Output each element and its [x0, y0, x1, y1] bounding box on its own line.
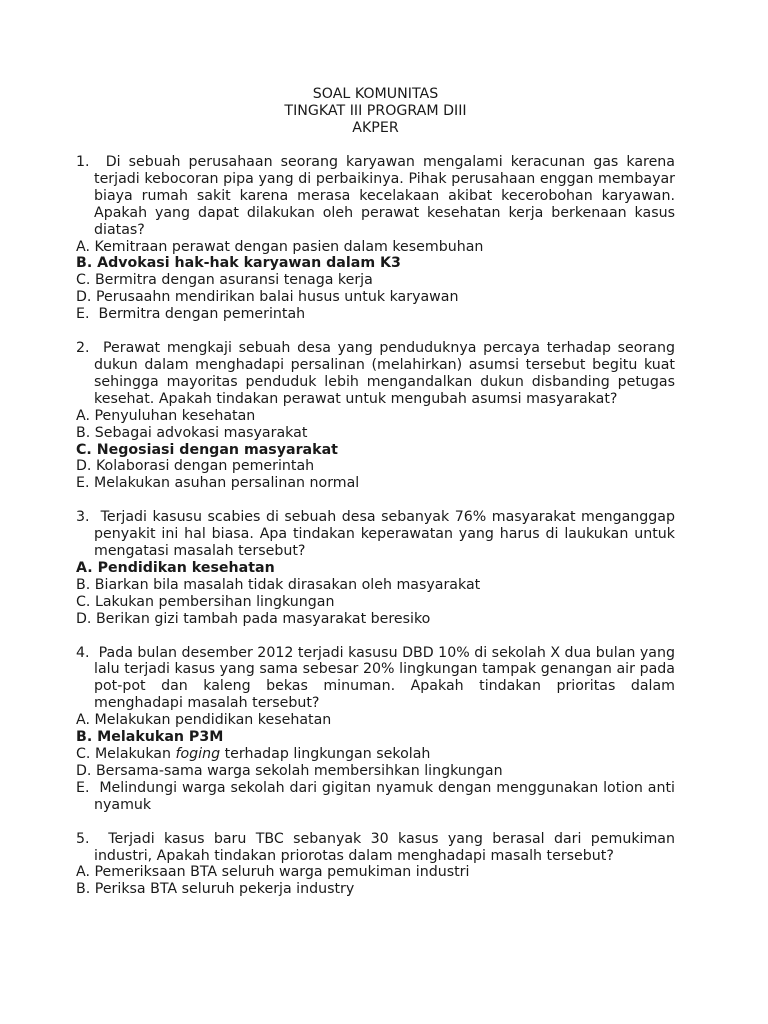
- option-text: Lakukan pembersihan lingkungan: [94, 593, 335, 610]
- option-text: Melakukan asuhan persalinan normal: [94, 475, 360, 492]
- option-d: [76, 458, 675, 475]
- option-letter: D.: [76, 610, 92, 627]
- question-number: 1.: [76, 154, 90, 170]
- question-stem: [76, 831, 675, 865]
- answer-options: [76, 864, 675, 898]
- option-a: [76, 239, 675, 256]
- option-text: Kolaborasi dengan pemerintah: [95, 458, 315, 475]
- option-letter: C.: [76, 593, 91, 610]
- option-letter: C.: [76, 272, 91, 289]
- option-text: terhadap lingkungan sekolah: [220, 746, 431, 762]
- option-text: Bermitra dengan pemerintah: [98, 306, 306, 323]
- option-text: Melakukan pendidikan kesehatan: [94, 712, 332, 729]
- question-4: [76, 645, 675, 814]
- answer-options: [76, 408, 675, 493]
- option-text: Bermitra dengan asuransi tenaga kerja: [94, 272, 373, 289]
- question-number: 5.: [76, 830, 90, 847]
- option-letter: D.: [76, 289, 92, 306]
- option-text: Bersama-sama warga sekolah membersihkan lingkungan: [95, 762, 503, 779]
- header-title: SOAL KOMUNITAS: [312, 86, 439, 102]
- option-text: Berikan gizi tambah pada masyarakat beresiko: [95, 610, 431, 627]
- option-d: [76, 289, 675, 306]
- option-text: Melakukan P3M: [97, 729, 224, 746]
- option-text: Melakukan: [94, 746, 176, 762]
- option-letter: E.: [76, 779, 90, 796]
- option-a: [76, 712, 675, 729]
- option-b-correct: [76, 255, 675, 272]
- answer-options: [76, 712, 675, 813]
- option-text: Pendidikan kesehatan: [97, 559, 275, 576]
- question-1: [76, 154, 675, 323]
- option-e: [76, 475, 675, 492]
- document-header: [76, 86, 675, 137]
- option-a: [76, 408, 675, 425]
- option-c: [76, 746, 675, 763]
- answer-options: [76, 239, 675, 324]
- option-b-correct: [76, 729, 675, 746]
- question-stem: [76, 509, 675, 560]
- option-letter: A.: [76, 559, 93, 576]
- option-c: [76, 272, 675, 289]
- option-d: [76, 611, 675, 628]
- question-number: 2.: [76, 340, 90, 357]
- option-letter: E.: [76, 475, 90, 492]
- option-d: [76, 763, 675, 780]
- header-institution: AKPER: [352, 120, 399, 136]
- question-text: Perawat mengkaji sebuah desa yang penduduknya percaya terhadap seorang dukun dalam menghadapi persalinan (melahirkan) asumsi tersebut begitu kuat sehingga mayoritas penduduk lebih mengandalkan dukun disbanding petugas kesehat. Apakah tindakan perawat untuk mengubah asumsi masyarakat?: [94, 340, 675, 407]
- option-letter: A.: [76, 238, 90, 255]
- question-stem: [76, 645, 675, 713]
- option-text: Melindungi warga sekolah dari gigitan nyamuk dengan menggunakan lotion anti nyamuk: [94, 779, 675, 813]
- option-letter: B.: [76, 729, 93, 746]
- option-text: Sebagai advokasi masyarakat: [94, 424, 308, 441]
- option-b: [76, 577, 675, 594]
- header-subtitle: TINGKAT III PROGRAM DIII: [284, 103, 467, 119]
- option-letter: A.: [76, 407, 90, 424]
- option-letter: C.: [76, 441, 92, 458]
- option-text: Penyuluhan kesehatan: [94, 407, 256, 424]
- option-b: [76, 425, 675, 442]
- option-text: Advokasi hak-hak karyawan dalam K3: [97, 255, 401, 272]
- answer-options: [76, 560, 675, 628]
- question-stem: [76, 340, 675, 408]
- option-letter: B.: [76, 576, 91, 593]
- option-text: Pemeriksaan BTA seluruh warga pemukiman industri: [94, 864, 470, 881]
- option-b: [76, 881, 675, 898]
- option-letter: B.: [76, 255, 93, 272]
- question-3: [76, 509, 675, 627]
- option-text-italic: foging: [175, 746, 221, 762]
- question-5: [76, 831, 675, 899]
- option-letter: B.: [76, 424, 91, 441]
- option-letter: E.: [76, 306, 90, 323]
- option-text: Periksa BTA seluruh pekerja industry: [94, 881, 355, 898]
- option-c: [76, 594, 675, 611]
- question-text: Terjadi kasus baru TBC sebanyak 30 kasus yang berasal dari pemukiman industri, Apakah tindakan priorotas dalam menghadapi masalh tersebut?: [94, 830, 675, 864]
- option-letter: D.: [76, 458, 92, 475]
- option-letter: C.: [76, 746, 91, 762]
- question-text: Di sebuah perusahaan seorang karyawan mengalami keracunan gas karena terjadi kebocoran pipa yang di perbaikinya. Pihak perusahaan enggan membayar biaya rumah sakit karena merasa kecelakaan akibat kecerobohan karyawan. Apakah yang dapat dilakukan oleh perawat kesehatan kerja berkenaan kasus diatas?: [94, 154, 675, 238]
- option-a: [76, 864, 675, 881]
- option-letter: A.: [76, 864, 90, 881]
- question-stem: [76, 154, 675, 239]
- question-number: 4.: [76, 644, 90, 661]
- option-letter: D.: [76, 762, 92, 779]
- question-text: Terjadi kasusu scabies di sebuah desa sebanyak 76% masyarakat menganggap penyakit ini hal biasa. Apa tindakan keperawatan yang harus di laukukan untuk mengatasi masalah tersebut?: [94, 509, 675, 560]
- question-2: [76, 340, 675, 492]
- option-letter: B.: [76, 881, 91, 898]
- option-text: Kemitraan perawat dengan pasien dalam kesembuhan: [94, 238, 484, 255]
- option-text: Biarkan bila masalah tidak dirasakan oleh masyarakat: [94, 576, 481, 593]
- option-text: Perusaahn mendirikan balai husus untuk karyawan: [95, 289, 459, 306]
- option-letter: A.: [76, 712, 90, 729]
- option-text: Negosiasi dengan masyarakat: [96, 441, 338, 458]
- question-number: 3.: [76, 509, 90, 526]
- option-c-correct: [76, 442, 675, 459]
- option-a-correct: [76, 560, 675, 577]
- question-text: Pada bulan desember 2012 terjadi kasusu DBD 10% di sekolah X dua bulan yang lalu terjadi kasus yang sama sebesar 20% lingkungan tampak genangan air pada pot-pot dan kaleng bekas minuman. Apakah tindakan prioritas dalam menghadapi masalah tersebut?: [94, 644, 675, 712]
- option-e: [76, 306, 675, 323]
- option-e: [76, 780, 675, 814]
